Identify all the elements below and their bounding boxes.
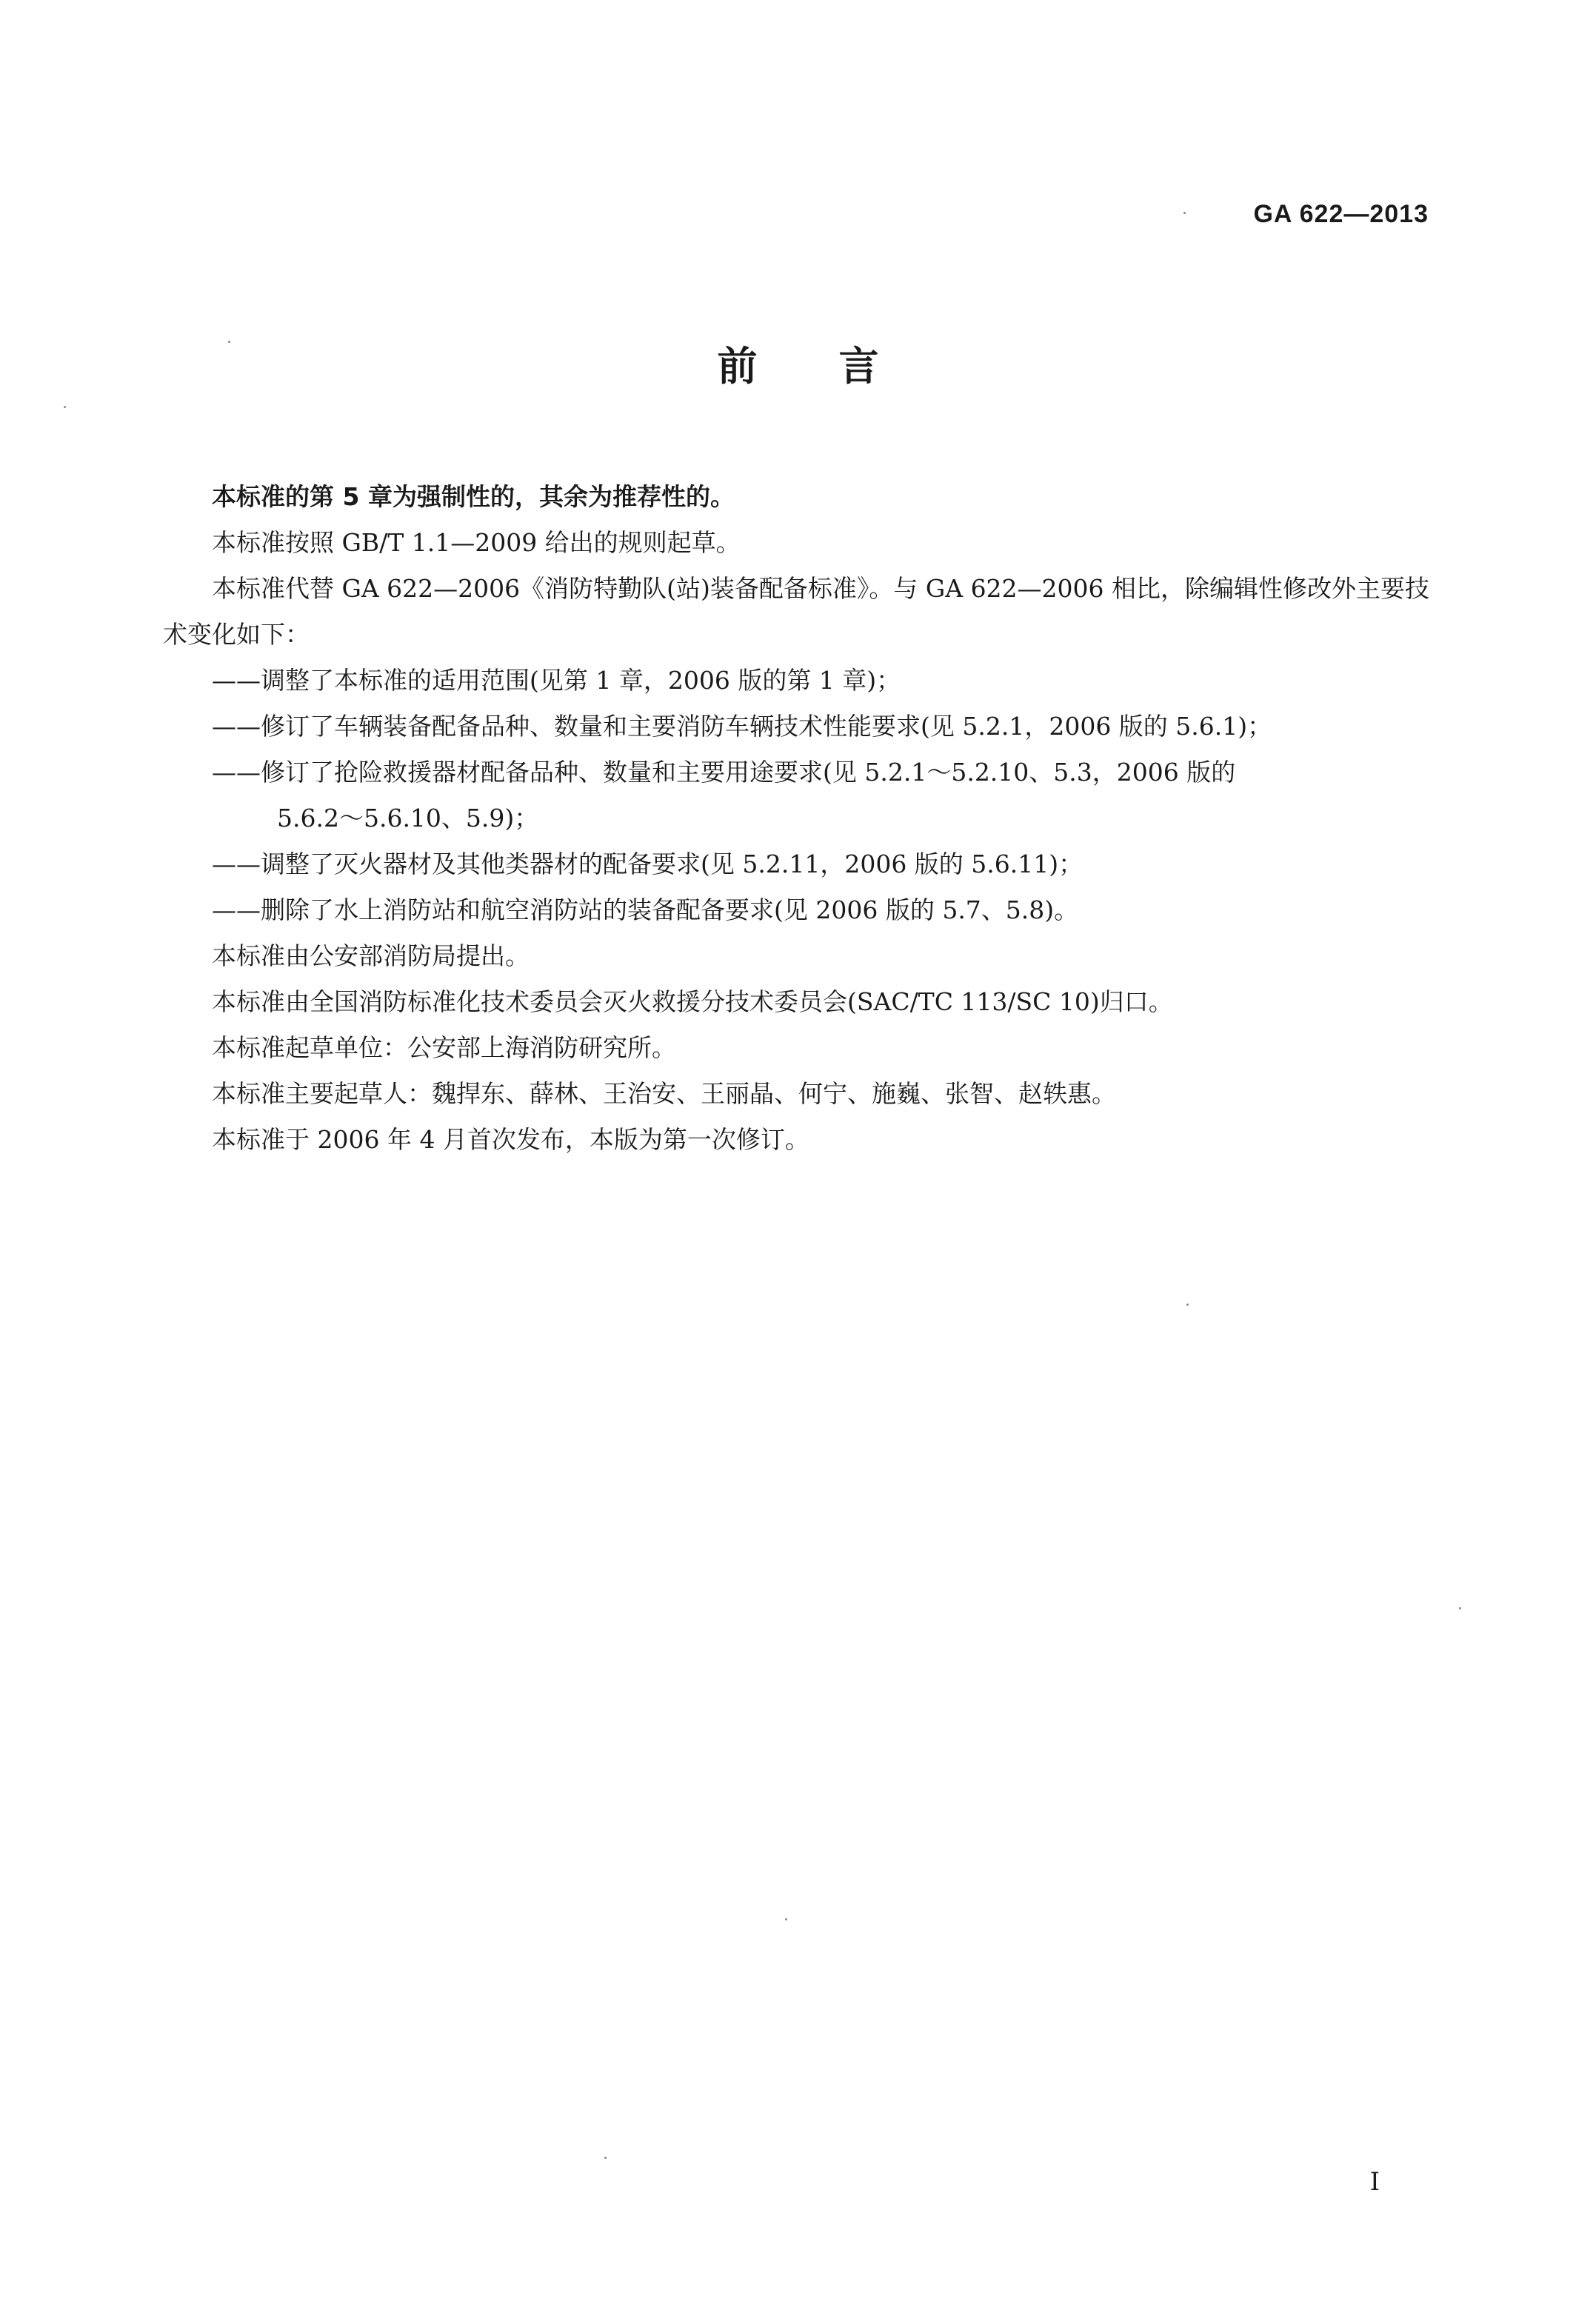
change-item [163, 704, 1433, 750]
change-item-text: ——修订了车辆装备配备品种、数量和主要消防车辆技术性能要求(见 5.2.1，2006 版的 5.6.1)； [212, 712, 1272, 741]
standard-number: GA 622—2013 [1253, 200, 1429, 228]
change-item-text: ——修订了抢险救援器材配备品种、数量和主要用途要求(见 5.2.1～5.2.10、5.3，2006 版的 [212, 758, 1236, 787]
change-item [163, 841, 1433, 887]
scan-speck [785, 1918, 787, 1920]
scan-speck [228, 341, 230, 343]
drafting-unit-paragraph: 本标准起草单位：公安部上海消防研究所。 [212, 1033, 676, 1062]
release-history-paragraph: 本标准于 2006 年 4 月首次发布，本版为第一次修订。 [212, 1125, 809, 1154]
page-number: I [1369, 2167, 1380, 2197]
change-item-text: ——删除了水上消防站和航空消防站的装备配备要求(见 2006 版的 5.7、5.8)。 [212, 895, 1079, 924]
change-item-text: ——调整了灭火器材及其他类器材的配备要求(见 5.2.11，2006 版的 5.6.11)； [212, 850, 1084, 878]
scan-speck [1186, 1304, 1189, 1306]
mandatory-statement: 本标准的第 5 章为强制性的，其余为推荐性的。 [212, 482, 735, 511]
change-item [163, 887, 1433, 933]
page-title: 前言 [717, 343, 961, 390]
change-item-continuation: 5.6.2～5.6.10、5.9)； [277, 804, 539, 832]
change-item [163, 658, 1433, 704]
drafters-paragraph: 本标准主要起草人：魏捍东、薛林、王治安、王丽晶、何宁、施巍、张智、赵轶惠。 [212, 1079, 1116, 1108]
drafting-rules-paragraph: 本标准按照 GB/T 1.1—2009 给出的规则起草。 [212, 528, 741, 557]
proposer-paragraph: 本标准由公安部消防局提出。 [212, 941, 530, 970]
scan-speck [64, 406, 66, 408]
centralized-management-paragraph: 本标准由全国消防标准化技术委员会灭火救援分技术委员会(SAC/TC 113/SC 10)归口。 [212, 987, 1173, 1016]
scan-speck [604, 2157, 607, 2159]
scan-speck [1459, 1607, 1461, 1609]
change-item [163, 750, 1433, 841]
foreword-body [163, 474, 1433, 1163]
change-item-text: ——调整了本标准的适用范围(见第 1 章，2006 版的第 1 章)； [212, 666, 901, 695]
replacement-paragraph: 本标准代替 GA 622—2006《消防特勤队(站)装备配备标准》。与 GA 622—2006 相比，除编辑性修改外主要技术变化如下： [163, 574, 1430, 649]
scan-speck [1183, 212, 1186, 214]
